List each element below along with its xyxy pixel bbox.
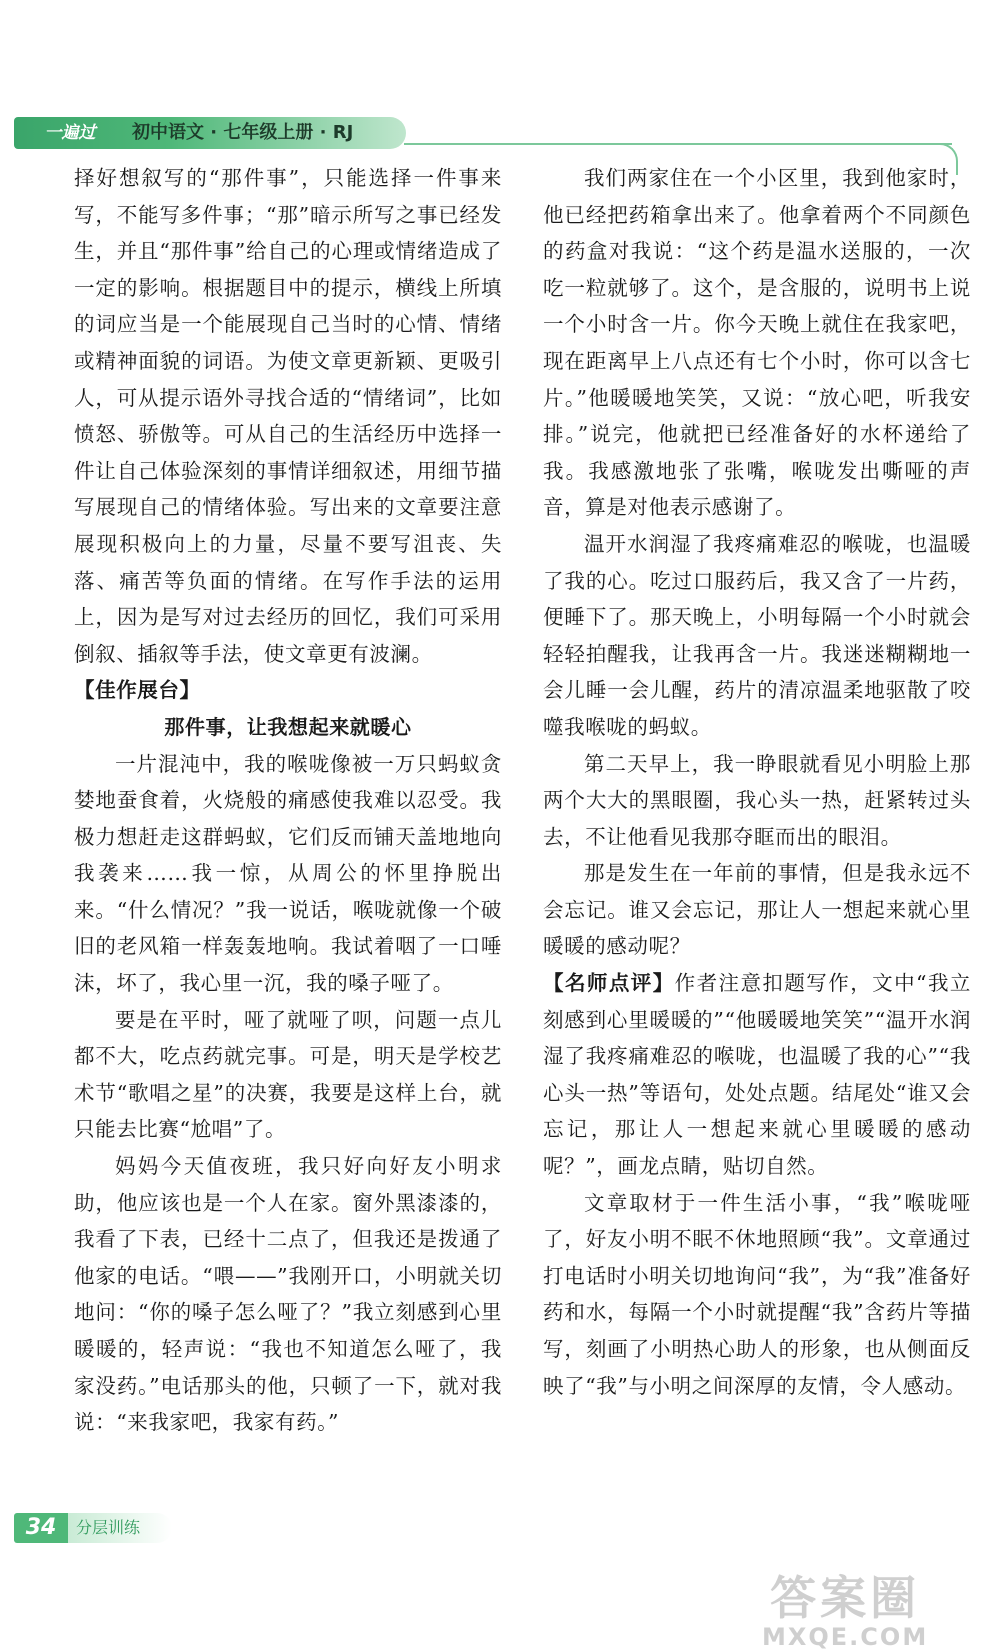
comment-text: 作者注意扣题写作，文中“我立刻感到心里暖暖的”“他暖暖地笑笑”“温开水润湿了我疼痛难忍的喉咙，也温暖了我的心”“我心头一热”等语句，处处点题。结尾处“谁又会忘记，那让人一想起来就心里暖暖的感动呢？”，画龙点睛，贴切自然。 (543, 971, 971, 1179)
essay-title: 那件事，让我想起来就暖心 (164, 714, 412, 739)
page-number: 34 (14, 1513, 68, 1543)
essay-paragraph: 第二天早上，我一睁眼就看见小明脸上那两个大大的黑眼圈，我心头一热，赶紧转过头去，不让他看见我那夺眶而出的眼泪。 (543, 751, 971, 849)
essay-paragraph: 那是发生在一年前的事情，但是我永远不会忘记。谁又会忘记，那让人一想起来就心里暖暖的感动呢？ (543, 861, 971, 959)
essay-paragraph: 要是在平时，哑了就哑了呗，问题一点儿都不大，吃点药就完事。可是，明天是学校艺术节“歌唱之星”的决赛，我要是这样上台，就只能去比赛“尬唱”了。 (74, 1007, 502, 1142)
section-label: 【佳作展台】 (74, 678, 201, 703)
analysis-paragraph: 择好想叙写的“那件事”，只能选择一件事来写，不能写多件事；“那”暗示所写之事已经发生，并且“那件事”给自己的心理或情绪造成了一定的影响。根据题目中的提示，横线上所填的词应当是一个能展现自己当时的心情、情绪或精神面貌的词语。为使文章更新颖、更吸引人，可从提示语外寻找合适的“情绪词”，比如愤怒、骄傲等。可从自己的生活经历中选择一件让自己体验深刻的事情详细叙述，用细节描写展现自己的情绪体验。写出来的文章要注意展现积极向上的力量，尽量不要写沮丧、失落、痛苦等负面的情绪。在写作手法的运用上，因为是写对过去经历的回忆，我们可采用倒叙、插叙等手法，使文章更有波澜。 (74, 166, 502, 666)
watermark-en: MXQE.COM (762, 1623, 929, 1651)
essay-paragraph: 一片混沌中，我的喉咙像被一万只蚂蚁贪婪地蚕食着，火烧般的痛感使我难以忍受。我极力想赶走这群蚂蚁，它们反而铺天盖地地向我袭来……我一惊，从周公的怀里挣脱出来。“什么情况？”我一说话，喉咙就像一个破旧的老风箱一样轰轰地响。我试着咽了一口唾沫，坏了，我心里一沉，我的嗓子哑了。 (74, 751, 502, 996)
comment-paragraph: 文章取材于一件生活小事，“我”喉咙哑了，好友小明不眠不休地照顾“我”。文章通过打电话时小明关切地询问“我”，为“我”准备好药和水，每隔一个小时就提醒“我”含药片等描写，刻画了小明热心助人的形象，也从侧面反映了“我”与小明之间深厚的友情，令人感动。 (543, 1190, 971, 1398)
left-column (74, 160, 502, 1441)
essay-paragraph: 我们两家住在一个小区里，我到他家时，他已经把药箱拿出来了。他拿着两个不同颜色的药盒对我说：“这个药是温水送服的，一次吃一粒就够了。这个，是含服的，说明书上说一个小时含一片。你今天晚上就住在我家吧，现在距离早上八点还有七个小时，你可以含七片。”他暖暖地笑笑，又说：“放心吧，听我安排。”说完，他就把已经准备好的水杯递给了我。我感激地张了张嘴，喉咙发出嘶哑的声音，算是对他表示感谢了。 (543, 166, 971, 520)
comment-label: 【名师点评】 (543, 971, 675, 996)
right-column (543, 160, 971, 1404)
header-rule (404, 143, 952, 145)
essay-paragraph: 温开水润湿了我疼痛难忍的喉咙，也温暖了我的心。吃过口服药后，我又含了一片药，便睡下了。那天晚上，小明每隔一个小时就会轻轻拍醒我，让我再含一片。我迷迷糊糊地一会儿睡一会儿醒，药片的清凉温柔地驱散了咬噬我喉咙的蚂蚁。 (543, 531, 971, 739)
teacher-comment (543, 965, 971, 1185)
header-title: 初中语文 · 七年级上册 · RJ (132, 122, 354, 143)
footer-label: 分层训练 (68, 1513, 172, 1543)
essay-paragraph: 妈妈今天值夜班，我只好向好友小明求助，他应该也是一个人在家。窗外黑漆漆的，我看了下表，已经十二点了，但我还是拨通了他家的电话。“喂——”我刚开口，小明就关切地问：“你的嗓子怎么哑了？”我立刻感到心里暖暖的，轻声说：“我也不知道怎么哑了，我家没药。”电话那头的他，只顿了一下，就对我说：“来我家吧，我家有药。” (74, 1154, 502, 1435)
watermark-cn: 答案圈 (770, 1571, 921, 1625)
header-logo: 一遍过 (44, 123, 96, 143)
watermark (762, 1571, 929, 1651)
